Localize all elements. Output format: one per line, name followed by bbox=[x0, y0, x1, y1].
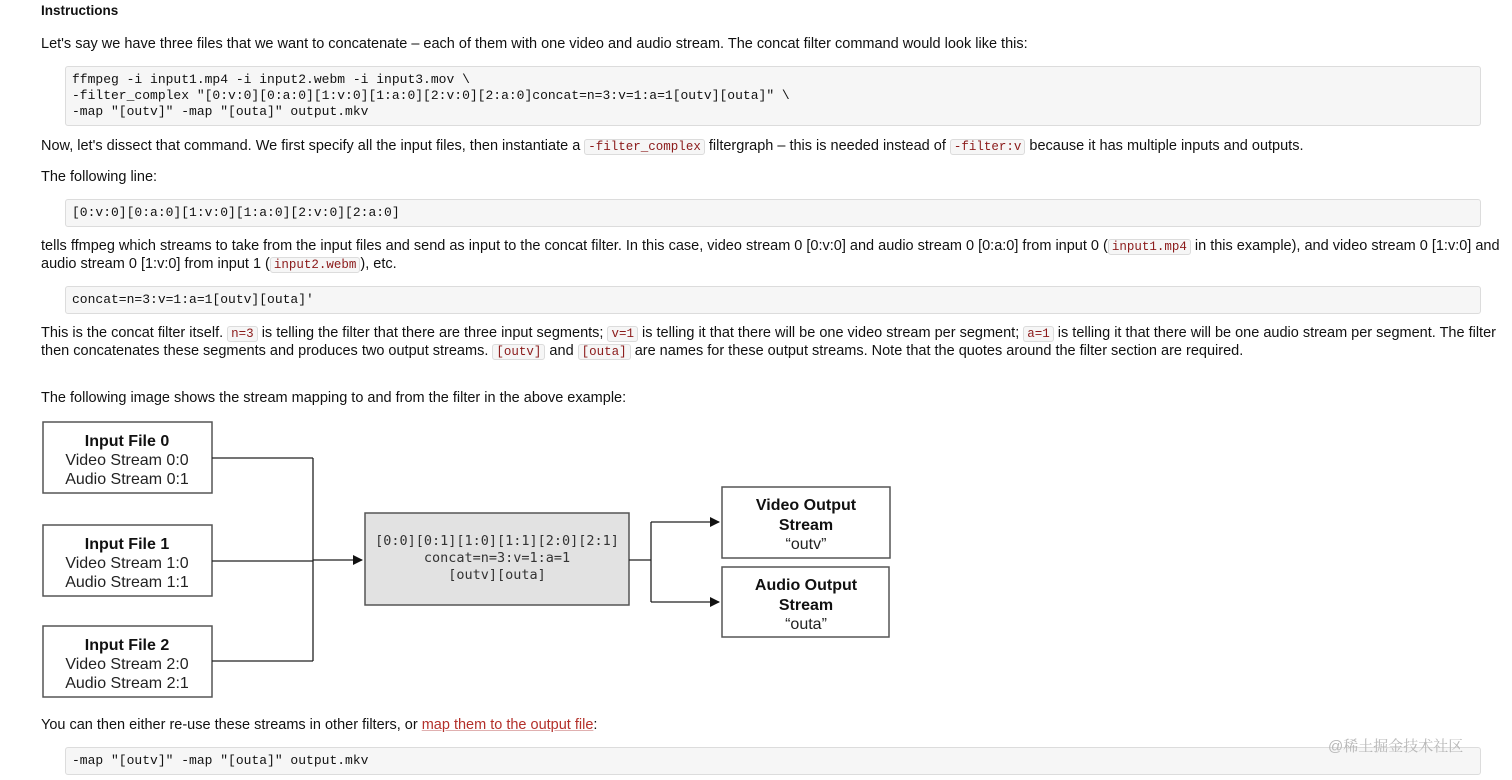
filter-concat-label: concat=n=3:v=1:a=1 bbox=[423, 550, 571, 566]
output-file-mapping-link[interactable]: map them to the output file bbox=[421, 717, 594, 733]
input-audio-stream: Audio Stream 2:1 bbox=[65, 675, 189, 692]
reuse-paragraph bbox=[41, 717, 1507, 734]
text: filtergraph – this is needed instead of bbox=[704, 138, 950, 154]
input-file-title: Input File 2 bbox=[84, 637, 170, 654]
input-connectors bbox=[212, 458, 362, 661]
section-heading: Instructions bbox=[41, 3, 119, 18]
dissect-paragraph bbox=[41, 138, 1507, 156]
input-file-1-box bbox=[43, 525, 212, 596]
video-output-box bbox=[722, 487, 890, 558]
streams-explanation-paragraph bbox=[41, 238, 1507, 274]
input-audio-stream: Audio Stream 0:1 bbox=[65, 471, 189, 488]
output-title: Audio Output bbox=[754, 577, 858, 594]
text: is telling it that there will be one video stream per segment; bbox=[638, 325, 1024, 341]
text: is telling it that there will be one audio stream per segment. The filter then concatenates these segments and produces two output streams. bbox=[41, 325, 1496, 359]
text: ), etc. bbox=[360, 256, 397, 272]
inline-code-filter-complex: -filter_complex bbox=[584, 139, 705, 155]
inline-code-input1: input1.mp4 bbox=[1108, 239, 1191, 255]
inline-code-outv: [outv] bbox=[492, 344, 545, 360]
intro-paragraph: Let's say we have three files that we want to concatenate – each of them with one video and audio stream. The concat filter command would look like this: bbox=[41, 36, 1028, 52]
text: and bbox=[545, 343, 578, 359]
inline-code-v1: v=1 bbox=[607, 326, 638, 342]
code-block-concat: concat=n=3:v=1:a=1[outv][outa]' bbox=[65, 286, 1481, 314]
text: are names for these output streams. Note that the quotes around the filter section are required. bbox=[630, 343, 1244, 359]
filter-outputs-label: [outv][outa] bbox=[448, 567, 546, 583]
input-audio-stream: Audio Stream 1:1 bbox=[65, 574, 189, 591]
text: : bbox=[593, 717, 598, 733]
concat-explanation-paragraph bbox=[41, 325, 1507, 361]
input-video-stream: Video Stream 1:0 bbox=[65, 555, 189, 572]
text: is telling the filter that there are three input segments; bbox=[257, 325, 608, 341]
output-connectors bbox=[629, 522, 719, 602]
output-title: Video Output bbox=[755, 497, 857, 514]
code-block-map: -map "[outv]" -map "[outa]" output.mkv bbox=[65, 747, 1481, 775]
input-file-0-box bbox=[43, 422, 212, 493]
filter-inputs-label: [0:0][0:1][1:0][1:1][2:0][2:1] bbox=[375, 533, 619, 549]
text: tells ffmpeg which streams to take from the input files and send as input to the concat filter. In this case, video stream 0 [0:v:0] and audio stream 0 [0:a:0] from input 0 ( bbox=[41, 238, 1108, 254]
output-name: “outv” bbox=[785, 536, 827, 553]
output-name: “outa” bbox=[785, 616, 827, 633]
input-file-2-box bbox=[43, 626, 212, 697]
stream-mapping-diagram bbox=[0, 410, 900, 710]
inline-code-input2: input2.webm bbox=[270, 257, 361, 273]
text: You can then either re-use these streams in other filters, or bbox=[41, 717, 422, 733]
inline-code-outa: [outa] bbox=[578, 344, 631, 360]
input-file-title: Input File 1 bbox=[84, 536, 170, 553]
input-file-title: Input File 0 bbox=[84, 433, 170, 450]
code-block-command: ffmpeg -i input1.mp4 -i input2.webm -i input3.mov \ -filter_complex "[0:v:0][0:a:0][1:v:0][1:a:0][2:v:0][2:a:0]concat=n=3:v=1:a=1[outv][outa]" \ -map "[outv]" -map "[outa]" output.mkv bbox=[65, 66, 1481, 126]
output-subtitle: Stream bbox=[778, 517, 834, 534]
text: because it has multiple inputs and outputs. bbox=[1025, 138, 1304, 154]
text: Now, let's dissect that command. We first specify all the input files, then instantiate a bbox=[41, 138, 585, 154]
output-subtitle: Stream bbox=[778, 597, 834, 614]
code-block-streams: [0:v:0][0:a:0][1:v:0][1:a:0][2:v:0][2:a:0] bbox=[65, 199, 1481, 227]
input-video-stream: Video Stream 2:0 bbox=[65, 656, 189, 673]
concat-filter-box bbox=[365, 513, 629, 605]
watermark: @稀土掘金技术社区 bbox=[1328, 738, 1464, 755]
text: in this example), and video stream 0 [1:v:0] and audio stream 0 [1:v:0] from input 1 ( bbox=[41, 238, 1500, 272]
input-video-stream: Video Stream 0:0 bbox=[65, 452, 189, 469]
audio-output-box bbox=[722, 567, 889, 637]
inline-code-n3: n=3 bbox=[227, 326, 258, 342]
inline-code-filter-v: -filter:v bbox=[950, 139, 1026, 155]
image-intro-paragraph: The following image shows the stream mapping to and from the filter in the above example: bbox=[41, 390, 627, 406]
inline-code-a1: a=1 bbox=[1023, 326, 1054, 342]
text: This is the concat filter itself. bbox=[41, 325, 228, 341]
following-line-paragraph: The following line: bbox=[41, 169, 158, 185]
